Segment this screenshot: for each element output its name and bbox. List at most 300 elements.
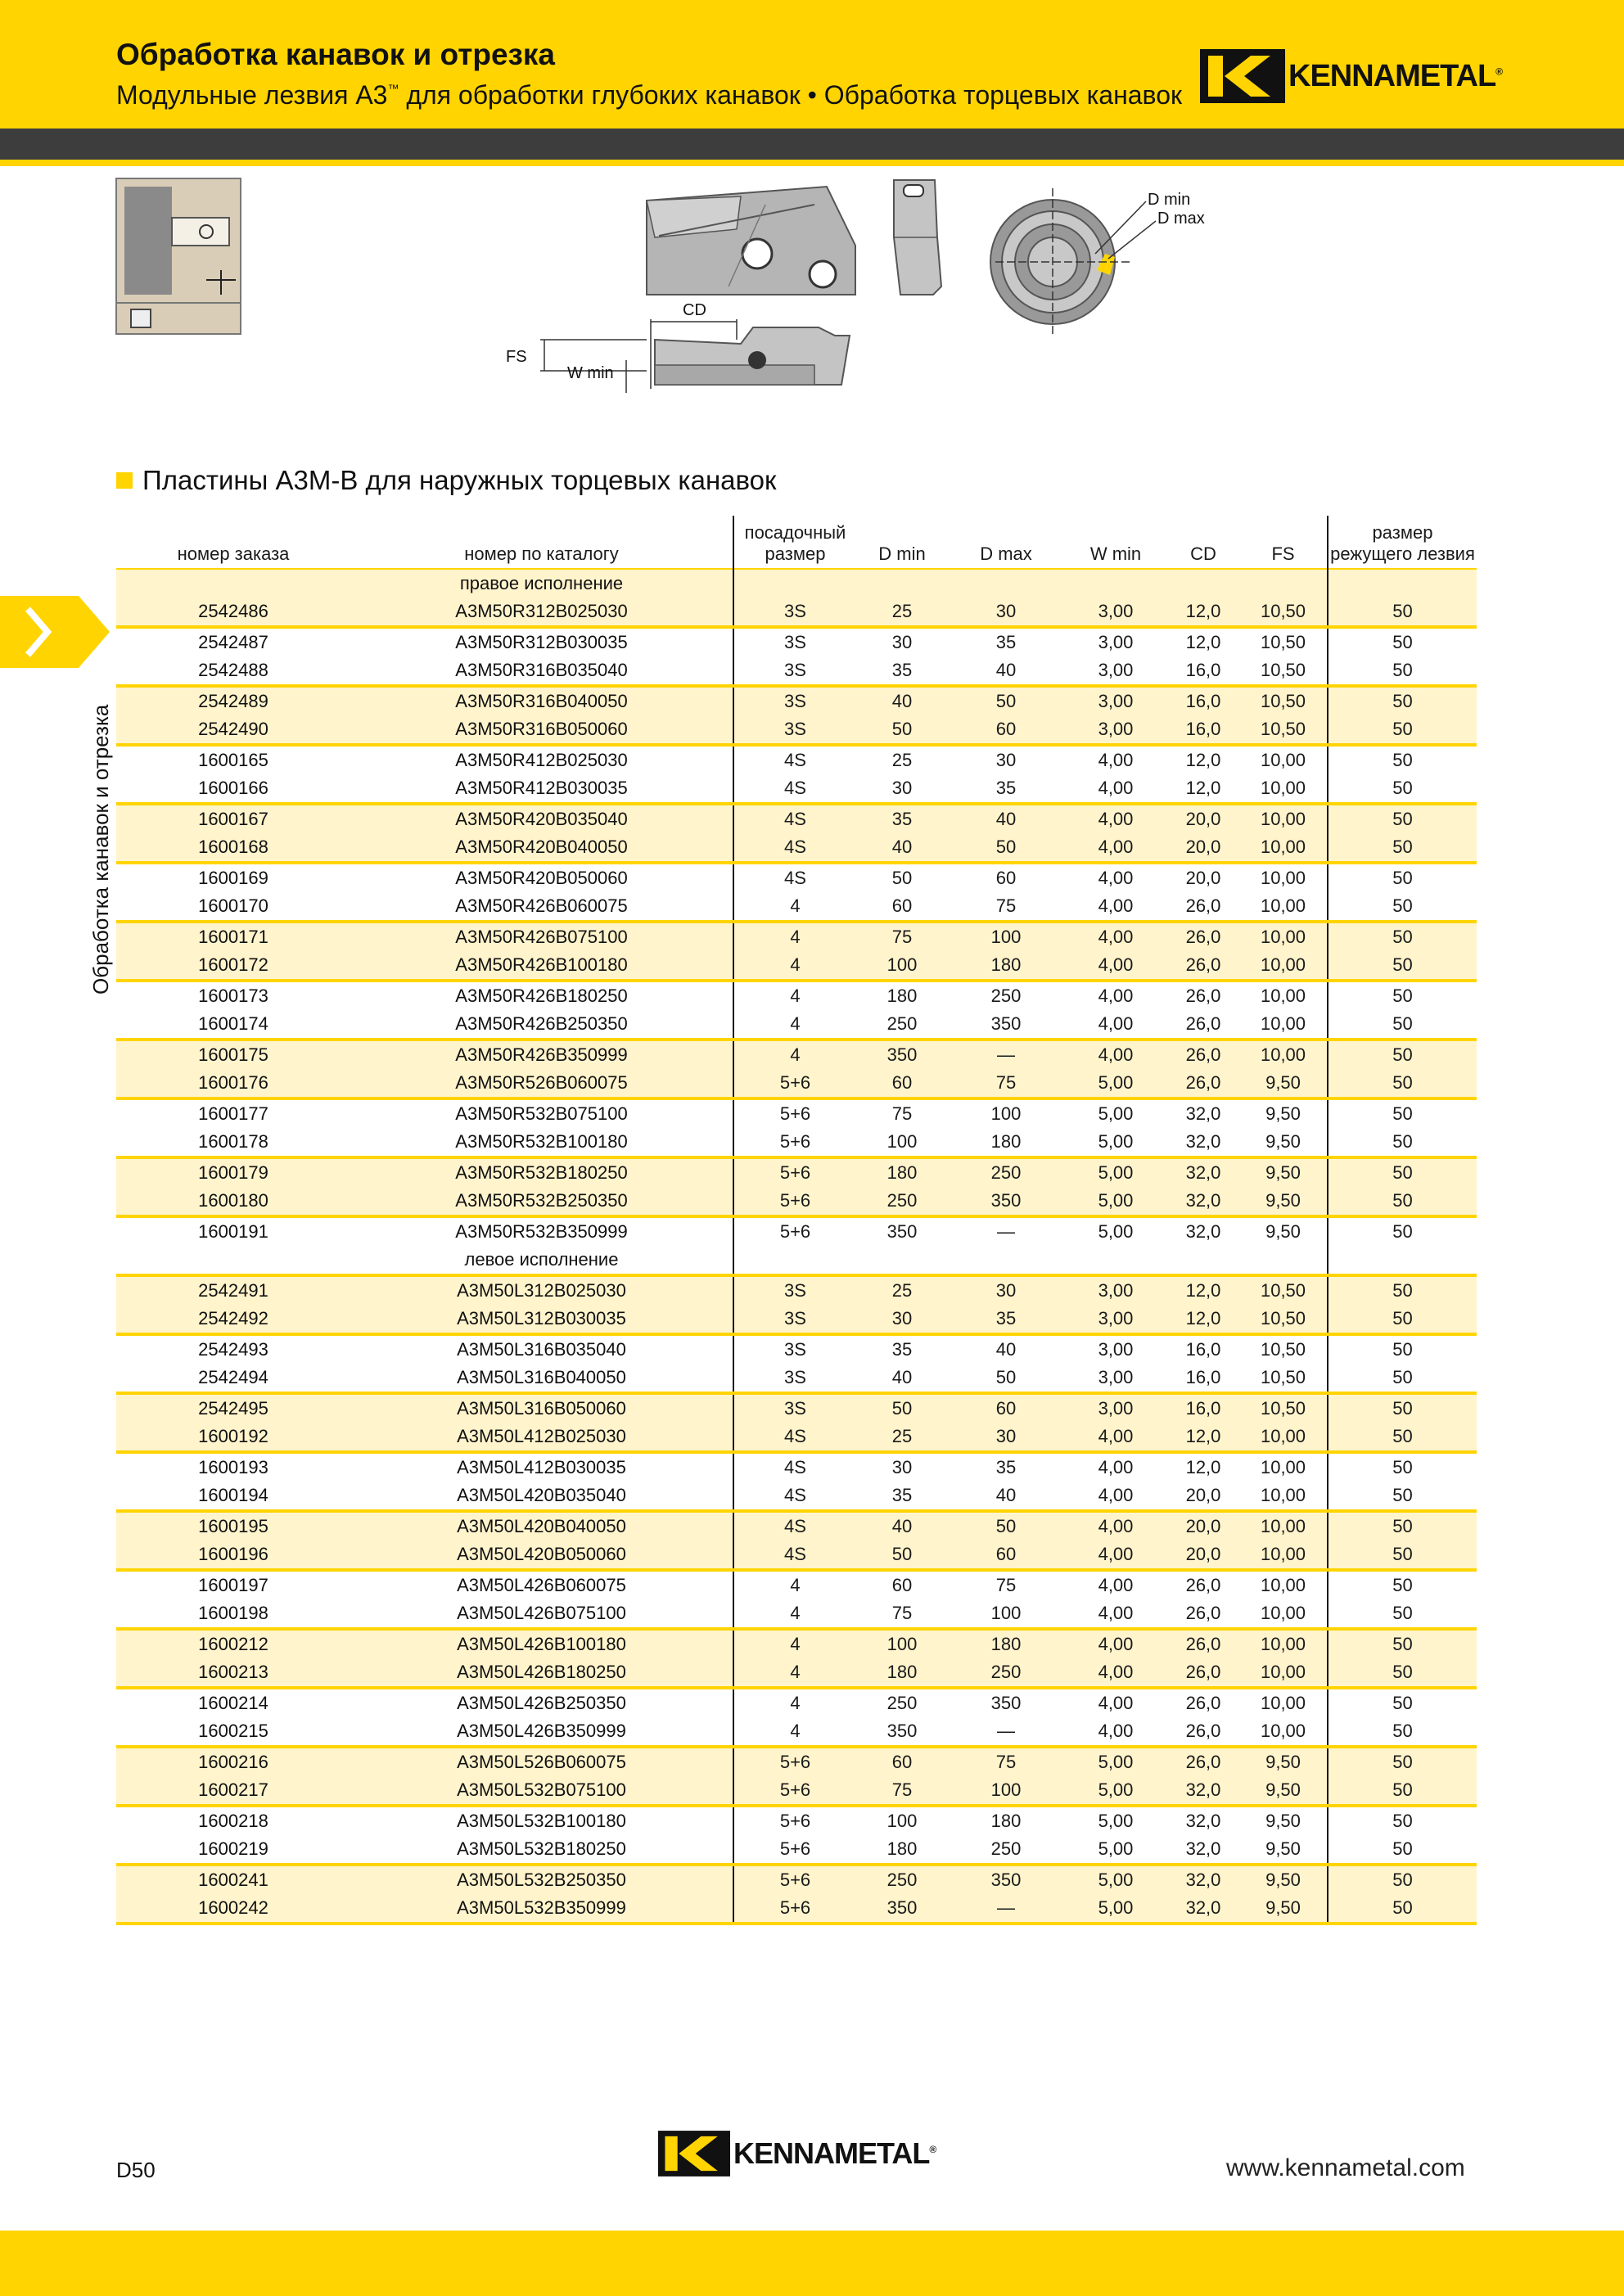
cd: 32,0 [1167, 1894, 1239, 1924]
header-logo: KENNAMETAL® [1200, 49, 1502, 103]
col-cd: CD [1190, 544, 1216, 564]
d-max: 40 [948, 1482, 1064, 1511]
catalog-number: A3M50R532B075100 [455, 1103, 628, 1124]
cd: 20,0 [1167, 804, 1239, 833]
cd: 32,0 [1167, 1835, 1239, 1865]
fs: 10,00 [1239, 774, 1328, 804]
side-tab-arrow-icon [0, 596, 115, 668]
table-row [116, 1423, 1477, 1452]
catalog-number: A3M50R532B100180 [350, 1128, 733, 1157]
fs: 10,50 [1239, 1305, 1328, 1334]
table-row [116, 863, 1477, 892]
d-max: 350 [948, 1010, 1064, 1040]
w-min: 4,00 [1064, 1658, 1167, 1688]
fs: 9,50 [1239, 1128, 1328, 1157]
order-number: 1600172 [116, 951, 350, 981]
d-max: 40 [995, 1339, 1017, 1360]
table-row [116, 1747, 1477, 1776]
blade-size: 50 [1328, 951, 1477, 981]
table-row [116, 833, 1477, 863]
d-max: 180 [990, 1811, 1022, 1831]
fs: 10,00 [1239, 922, 1328, 951]
d-max: — [948, 1040, 1064, 1069]
cd: 32,0 [1185, 1103, 1221, 1124]
catalog-number: A3M50L532B250350 [350, 1865, 733, 1894]
catalog-number: A3M50L316B040050 [350, 1364, 733, 1393]
blade-size: 50 [1328, 1010, 1477, 1040]
table-group-label: правое исполнение [350, 569, 733, 598]
seat-size: 3S [733, 715, 856, 745]
order-number: 1600197 [198, 1575, 268, 1595]
catalog-number: A3M50R426B075100 [350, 922, 733, 951]
table-row [116, 1658, 1477, 1688]
d-max: 50 [948, 833, 1064, 863]
catalog-number: A3M50L426B075100 [350, 1599, 733, 1629]
fs: 10,00 [1260, 750, 1306, 770]
technical-drawings [0, 172, 1624, 417]
d-min: 30 [856, 1305, 948, 1334]
seat-size: 5+6 [733, 1157, 856, 1187]
cd: 32,0 [1167, 1187, 1239, 1216]
d-min: 25 [891, 750, 913, 770]
w-min: 4,00 [1064, 1482, 1167, 1511]
cd: 26,0 [1167, 1599, 1239, 1629]
blade-size: 50 [1328, 1216, 1477, 1246]
w-min: 4,00 [1064, 1040, 1167, 1069]
cd: 12,0 [1167, 774, 1239, 804]
blade-size: 50 [1328, 1511, 1477, 1540]
seat-size: 4S [733, 804, 856, 833]
d-max: — [948, 1894, 1064, 1924]
order-number: 2542490 [116, 715, 350, 745]
catalog-number: A3M50R412B025030 [455, 750, 628, 770]
seat-size: 3S [733, 1364, 856, 1393]
col-dmin: D min [878, 544, 926, 564]
w-min: 3,00 [1064, 1364, 1167, 1393]
seat-size: 5+6 [733, 1747, 856, 1776]
table-row [116, 1717, 1477, 1747]
fs: 10,00 [1239, 1717, 1328, 1747]
w-min: 5,00 [1064, 1069, 1167, 1098]
cd: 26,0 [1167, 1040, 1239, 1069]
catalog-number: A3M50R532B250350 [350, 1187, 733, 1216]
order-number: 2542492 [116, 1305, 350, 1334]
d-min: 35 [856, 804, 948, 833]
d-max: 180 [948, 1128, 1064, 1157]
catalog-number: A3M50R316B035040 [350, 656, 733, 686]
d-min: 250 [856, 1187, 948, 1216]
cd: 16,0 [1167, 656, 1239, 686]
blade-size: 50 [1328, 1128, 1477, 1157]
table-row [116, 1570, 1477, 1599]
footer-logo-text: KENNAMETAL [733, 2136, 930, 2170]
blade-size: 50 [1328, 1865, 1477, 1894]
seat-size: 3S [733, 1305, 856, 1334]
footer-logo: KENNAMETAL® [658, 2128, 936, 2179]
seat-size: 3S [733, 598, 856, 627]
d-min: 60 [891, 1575, 913, 1595]
d-min: 30 [891, 632, 913, 652]
blade-size: 50 [1328, 1747, 1477, 1776]
d-max: 180 [948, 951, 1064, 981]
w-min: 5,00 [1064, 1865, 1167, 1894]
table-row [116, 1688, 1477, 1717]
blade-size: 50 [1328, 1098, 1477, 1128]
table-row [116, 656, 1477, 686]
table-row [116, 1599, 1477, 1629]
cd: 32,0 [1167, 1865, 1239, 1894]
d-max: 35 [948, 1305, 1064, 1334]
order-number: 1600195 [116, 1511, 350, 1540]
order-number: 1600170 [116, 892, 350, 922]
order-number: 2542489 [116, 686, 350, 715]
header-dark-band [0, 129, 1624, 160]
fs: 9,50 [1265, 1221, 1301, 1242]
order-number: 1600192 [116, 1423, 350, 1452]
d-max: 30 [948, 1423, 1064, 1452]
d-max: 50 [948, 1364, 1064, 1393]
order-number: 1600167 [116, 804, 350, 833]
order-number: 1600217 [116, 1776, 350, 1806]
seat-size: 5+6 [733, 1865, 856, 1894]
catalog-number: A3M50R316B040050 [350, 686, 733, 715]
fs: 9,50 [1239, 1894, 1328, 1924]
blade-size: 50 [1328, 1393, 1477, 1423]
d-max: 75 [948, 1069, 1064, 1098]
order-number: 1600173 [198, 986, 268, 1006]
order-number: 1600176 [116, 1069, 350, 1098]
catalog-number: A3M50L420B050060 [350, 1540, 733, 1570]
table-row [116, 1334, 1477, 1364]
w-min: 4,00 [1064, 951, 1167, 981]
table-row [116, 1305, 1477, 1334]
order-number: 2542486 [116, 598, 350, 627]
seat-size: 3S [733, 1275, 856, 1305]
w-min: 3,00 [1064, 1393, 1167, 1423]
cd: 12,0 [1167, 1275, 1239, 1305]
cd: 26,0 [1167, 1747, 1239, 1776]
seat-size: 5+6 [733, 1835, 856, 1865]
seat-size: 3S [733, 627, 856, 656]
blade-size: 50 [1328, 1305, 1477, 1334]
fs: 9,50 [1239, 1157, 1328, 1187]
d-max: 250 [948, 1157, 1064, 1187]
w-min: 4,00 [1098, 1693, 1134, 1713]
catalog-number: A3M50L532B100180 [457, 1811, 626, 1831]
catalog-number: A3M50L312B030035 [350, 1305, 733, 1334]
d-max: — [948, 1717, 1064, 1747]
blade-size: 50 [1328, 1894, 1477, 1924]
w-min: 4,00 [1064, 1423, 1167, 1452]
section-title-text: Пластины A3M-B для наружных торцевых канавок [142, 465, 777, 495]
catalog-number: A3M50L316B035040 [457, 1339, 626, 1360]
w-min: 3,00 [1098, 1339, 1134, 1360]
w-min: 5,00 [1064, 1835, 1167, 1865]
table-row [116, 1540, 1477, 1570]
blade-side-view [647, 187, 855, 295]
order-number: 2542491 [116, 1275, 350, 1305]
fs: 10,50 [1260, 632, 1306, 652]
d-min: 40 [856, 1511, 948, 1540]
face-groove-ring-view [990, 188, 1156, 336]
label-cd: CD [683, 301, 706, 319]
d-max: 50 [948, 1511, 1064, 1540]
w-min: 4,00 [1098, 750, 1134, 770]
seat-size: 4S [733, 1423, 856, 1452]
catalog-number: A3M50L426B250350 [457, 1693, 626, 1713]
fs: 10,50 [1239, 715, 1328, 745]
fs: 10,50 [1239, 598, 1328, 627]
fs: 10,00 [1239, 1511, 1328, 1540]
table-row [116, 1511, 1477, 1540]
catalog-number: A3M50R420B040050 [350, 833, 733, 863]
catalog-number: A3M50R316B050060 [350, 715, 733, 745]
application-illustration [116, 178, 241, 334]
blade-size: 50 [1328, 1364, 1477, 1393]
cd: 16,0 [1167, 715, 1239, 745]
fs: 10,00 [1239, 951, 1328, 981]
label-d-min: D min [1148, 191, 1191, 209]
blade-size: 50 [1328, 1806, 1477, 1835]
seat-size: 4 [733, 1658, 856, 1688]
d-max: 50 [948, 686, 1064, 715]
d-min: 180 [886, 986, 918, 1006]
order-number: 1600242 [116, 1894, 350, 1924]
order-number: 1600216 [116, 1747, 350, 1776]
blade-size: 50 [1328, 1599, 1477, 1629]
d-max: 30 [995, 750, 1017, 770]
seat-size: 4S [733, 745, 856, 774]
catalog-number: A3M50R532B180250 [350, 1157, 733, 1187]
fs: 10,00 [1260, 1693, 1306, 1713]
d-min: 60 [856, 1069, 948, 1098]
w-min: 5,00 [1064, 1157, 1167, 1187]
w-min: 4,00 [1064, 922, 1167, 951]
order-number: 1600218 [198, 1811, 268, 1831]
cd: 32,0 [1185, 1811, 1221, 1831]
catalog-number: A3M50R420B050060 [455, 868, 628, 888]
order-number: 1600175 [116, 1040, 350, 1069]
cd: 26,0 [1167, 1658, 1239, 1688]
w-min: 3,00 [1064, 656, 1167, 686]
order-number: 1600191 [198, 1221, 268, 1242]
col-dmax: D max [980, 544, 1032, 564]
seat-size: 4S [733, 863, 856, 892]
d-min: 30 [891, 1457, 913, 1477]
catalog-number: A3M50L412B030035 [457, 1457, 626, 1477]
w-min: 4,00 [1064, 1540, 1167, 1570]
order-number: 1600171 [116, 922, 350, 951]
w-min: 4,00 [1064, 774, 1167, 804]
order-number: 1600214 [198, 1693, 268, 1713]
d-max: 60 [995, 868, 1017, 888]
blade-size: 50 [1328, 1157, 1477, 1187]
footer-band [0, 2231, 1624, 2296]
d-max: 180 [948, 1629, 1064, 1658]
label-fs: FS [506, 348, 527, 366]
col-blade-size: размер режущего лезвия [1328, 516, 1477, 569]
blade-size: 50 [1328, 1629, 1477, 1658]
blade-size: 50 [1328, 745, 1477, 774]
d-min: 75 [856, 922, 948, 951]
order-number: 1600169 [198, 868, 268, 888]
d-min: 350 [856, 1717, 948, 1747]
seat-size: 5+6 [733, 1128, 856, 1157]
fs: 10,00 [1239, 1482, 1328, 1511]
d-min: 25 [856, 1423, 948, 1452]
seat-size: 4 [733, 1717, 856, 1747]
cd: 12,0 [1185, 632, 1221, 652]
table-row [116, 1069, 1477, 1098]
order-number: 1600215 [116, 1717, 350, 1747]
order-number: 2542493 [198, 1339, 268, 1360]
fs: 10,00 [1260, 1457, 1306, 1477]
d-max: 100 [948, 1776, 1064, 1806]
seat-size: 4 [733, 892, 856, 922]
cd: 32,0 [1167, 1128, 1239, 1157]
order-number: 1600194 [116, 1482, 350, 1511]
table-row [116, 1393, 1477, 1423]
blade-size: 50 [1328, 1540, 1477, 1570]
seat-size: 4 [733, 1599, 856, 1629]
catalog-number: A3M50L420B040050 [350, 1511, 733, 1540]
table-row [116, 1452, 1477, 1482]
seat-size: 3S [733, 1393, 856, 1423]
w-min: 4,00 [1064, 1629, 1167, 1658]
seat-size: 4 [733, 1010, 856, 1040]
fs: 9,50 [1239, 1835, 1328, 1865]
fs: 10,50 [1239, 656, 1328, 686]
fs: 10,50 [1239, 1275, 1328, 1305]
seat-size: 4 [733, 1688, 856, 1717]
blade-size: 50 [1328, 863, 1477, 892]
footer-website-link[interactable]: www.kennametal.com [1226, 2154, 1465, 2181]
w-min: 5,00 [1098, 1103, 1134, 1124]
w-min: 5,00 [1098, 1811, 1134, 1831]
d-min: 180 [856, 1658, 948, 1688]
fs: 9,50 [1239, 1776, 1328, 1806]
blade-size: 50 [1328, 1570, 1477, 1599]
blade-size: 50 [1328, 1776, 1477, 1806]
seat-size: 5+6 [733, 1216, 856, 1246]
d-min: 350 [856, 1894, 948, 1924]
fs: 10,50 [1239, 686, 1328, 715]
cd: 16,0 [1167, 1393, 1239, 1423]
catalog-number: A3M50L526B060075 [350, 1747, 733, 1776]
table-row [116, 715, 1477, 745]
fs: 10,00 [1239, 1540, 1328, 1570]
d-max: 350 [990, 1693, 1022, 1713]
blade-size: 50 [1328, 981, 1477, 1010]
catalog-number: A3M50L412B025030 [350, 1423, 733, 1452]
catalog-number: A3M50R426B180250 [455, 986, 628, 1006]
blade-size: 50 [1328, 1688, 1477, 1717]
order-number: 2542487 [198, 632, 268, 652]
page-title: Обработка канавок и отрезка [116, 38, 556, 71]
col-order: номер заказа [177, 544, 290, 564]
page-subtitle: Модульные лезвия A3™ для обработки глубоких канавок • Обработка торцевых канавок [116, 80, 1182, 110]
d-max: 60 [948, 1540, 1064, 1570]
fs: 9,50 [1239, 1187, 1328, 1216]
seat-size: 3S [733, 656, 856, 686]
order-number: 1600177 [198, 1103, 268, 1124]
d-min: 75 [891, 1103, 913, 1124]
col-wmin: W min [1089, 544, 1142, 564]
catalog-number: A3M50L426B350999 [350, 1717, 733, 1747]
order-number: 1600180 [116, 1187, 350, 1216]
side-tab-label: Обработка канавок и отрезка [88, 704, 113, 995]
table-row [116, 686, 1477, 715]
fs: 10,00 [1239, 1629, 1328, 1658]
catalog-number: A3M50L420B035040 [350, 1482, 733, 1511]
cd: 12,0 [1167, 598, 1239, 627]
blade-size: 50 [1328, 774, 1477, 804]
table-row [116, 951, 1477, 981]
page-number: D50 [116, 2158, 156, 2182]
order-number: 1600212 [116, 1629, 350, 1658]
fs: 9,50 [1265, 1103, 1301, 1124]
table-row [116, 1364, 1477, 1393]
cd: 26,0 [1167, 892, 1239, 922]
w-min: 4,00 [1098, 986, 1134, 1006]
blade-size: 50 [1328, 1658, 1477, 1688]
cd: 12,0 [1167, 1423, 1239, 1452]
catalog-number: A3M50R526B060075 [350, 1069, 733, 1098]
d-max: 100 [948, 922, 1064, 951]
seat-size: 4S [733, 1540, 856, 1570]
seat-size: 5+6 [733, 1069, 856, 1098]
table-row [116, 1629, 1477, 1658]
catalog-number: A3M50R312B030035 [455, 632, 628, 652]
d-min: 40 [856, 1364, 948, 1393]
order-number: 2542494 [116, 1364, 350, 1393]
seat-size: 4S [733, 833, 856, 863]
w-min: 5,00 [1098, 1221, 1134, 1242]
cd: 20,0 [1167, 1540, 1239, 1570]
d-max: 60 [948, 715, 1064, 745]
w-min: 4,00 [1098, 868, 1134, 888]
cd: 32,0 [1167, 1157, 1239, 1187]
blade-size: 50 [1328, 598, 1477, 627]
d-min: 350 [886, 1221, 918, 1242]
cd: 26,0 [1185, 1693, 1221, 1713]
d-max: 250 [948, 1658, 1064, 1688]
d-max: 75 [948, 892, 1064, 922]
fs: 9,50 [1265, 1811, 1301, 1831]
logo-text: KENNAMETAL [1288, 58, 1496, 93]
w-min: 4,00 [1064, 833, 1167, 863]
d-min: 350 [856, 1040, 948, 1069]
cd: 20,0 [1167, 1511, 1239, 1540]
kennametal-k-icon [1200, 49, 1285, 103]
catalog-number: A3M50L312B025030 [350, 1275, 733, 1305]
cd: 20,0 [1167, 833, 1239, 863]
cd: 12,0 [1167, 1305, 1239, 1334]
d-min: 100 [856, 951, 948, 981]
blade-size: 50 [1328, 922, 1477, 951]
order-number: 1600168 [116, 833, 350, 863]
w-min: 5,00 [1064, 1747, 1167, 1776]
cd: 26,0 [1167, 951, 1239, 981]
cd: 32,0 [1167, 1776, 1239, 1806]
d-max: 40 [948, 656, 1064, 686]
fs: 10,00 [1239, 1423, 1328, 1452]
blade-size: 50 [1328, 1452, 1477, 1482]
catalog-number: A3M50R426B060075 [350, 892, 733, 922]
blade-end-view [894, 180, 941, 295]
kennametal-k-icon [658, 2128, 730, 2179]
d-max: 75 [995, 1575, 1017, 1595]
